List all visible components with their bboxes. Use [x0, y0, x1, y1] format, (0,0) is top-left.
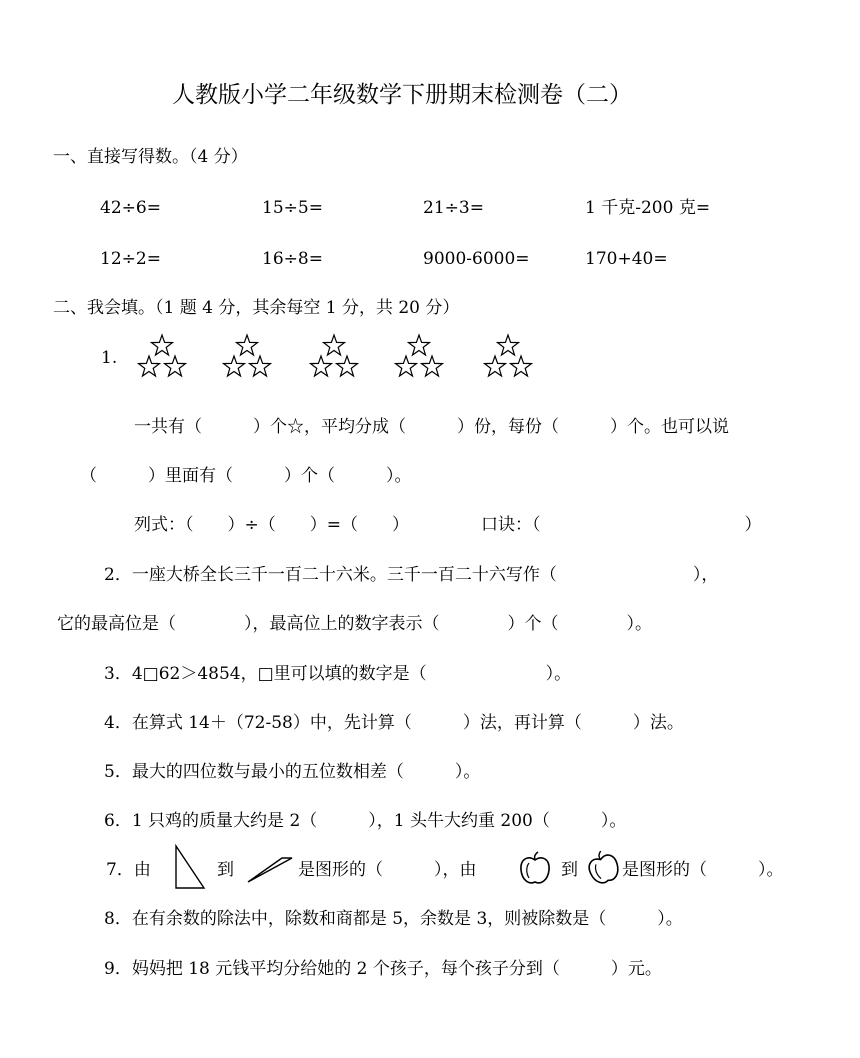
- triangle-rotated-figure: [246, 856, 294, 886]
- question-3: 3．4□62＞4854，□里可以填的数字是（ ）。: [104, 664, 572, 684]
- q2-line2: 它的最高位是（ ），最高位上的数字表示（ ）个（ ）。: [57, 614, 652, 634]
- q7-middle-text: 是图形的（ ），由: [298, 860, 477, 880]
- question-9: 9．妈妈把 18 元钱平均分给她的 2 个孩子，每个孩子分到（ ）元。: [104, 959, 662, 979]
- question-8: 8．在有余数的除法中，除数和商都是 5，余数是 3，则被除数是（ ）。: [104, 909, 683, 929]
- q7-to-text: 到: [217, 860, 234, 880]
- star-group: [139, 335, 186, 376]
- problem-item: 170+40=: [585, 249, 668, 269]
- apple-figure: [518, 851, 552, 887]
- problem-item: 9000-6000=: [423, 249, 530, 269]
- star-group: [396, 335, 443, 376]
- star-groups-figure: [128, 330, 548, 382]
- q1-expression: 列式：（ ）÷（ ）=（ ）: [134, 515, 409, 535]
- q1-formula: 口诀：（ ）: [481, 515, 762, 535]
- q1-line2: （ ）里面有（ ）个（ ）。: [80, 466, 412, 486]
- page-title: 人教版小学二年级数学下册期末检测卷（二）: [172, 82, 632, 108]
- q1-line1: 一共有（ ）个☆，平均分成（ ）份，每份（ ）个。也可以说: [134, 417, 729, 437]
- star-group: [224, 335, 271, 376]
- question-7-number: 7．由: [106, 860, 151, 880]
- q7-end-text: 是图形的（ ）。: [622, 860, 784, 880]
- problem-item: 16÷8=: [262, 249, 323, 269]
- star-group: [485, 335, 532, 376]
- star-group: [311, 335, 358, 376]
- q2-line1: 2．一座大桥全长三千一百二十六米。三千一百二十六写作（ ），: [104, 565, 719, 585]
- section2-heading: 二、我会填。（1 题 4 分，其余每空 1 分，共 20 分）: [53, 298, 460, 318]
- problem-item: 21÷3=: [423, 198, 484, 218]
- problem-item: 12÷2=: [100, 249, 161, 269]
- apple-rotated-figure: [586, 849, 622, 887]
- problem-item: 1 千克-200 克=: [585, 198, 711, 218]
- problem-item: 42÷6=: [100, 198, 161, 218]
- question-4: 4．在算式 14＋（72-58）中，先计算（ ）法，再计算（ ）法。: [104, 713, 684, 733]
- question-6: 6．1 只鸡的质量大约是 2（ ），1 头牛大约重 200（ ）。: [104, 811, 627, 831]
- problem-item: 15÷5=: [262, 198, 323, 218]
- section1-heading: 一、直接写得数。（4 分）: [53, 147, 248, 167]
- triangle-upright-figure: [172, 844, 208, 892]
- q7-to-text-2: 到: [561, 860, 578, 880]
- question-5: 5．最大的四位数与最小的五位数相差（ ）。: [104, 762, 481, 782]
- question-number: 1.: [101, 348, 118, 368]
